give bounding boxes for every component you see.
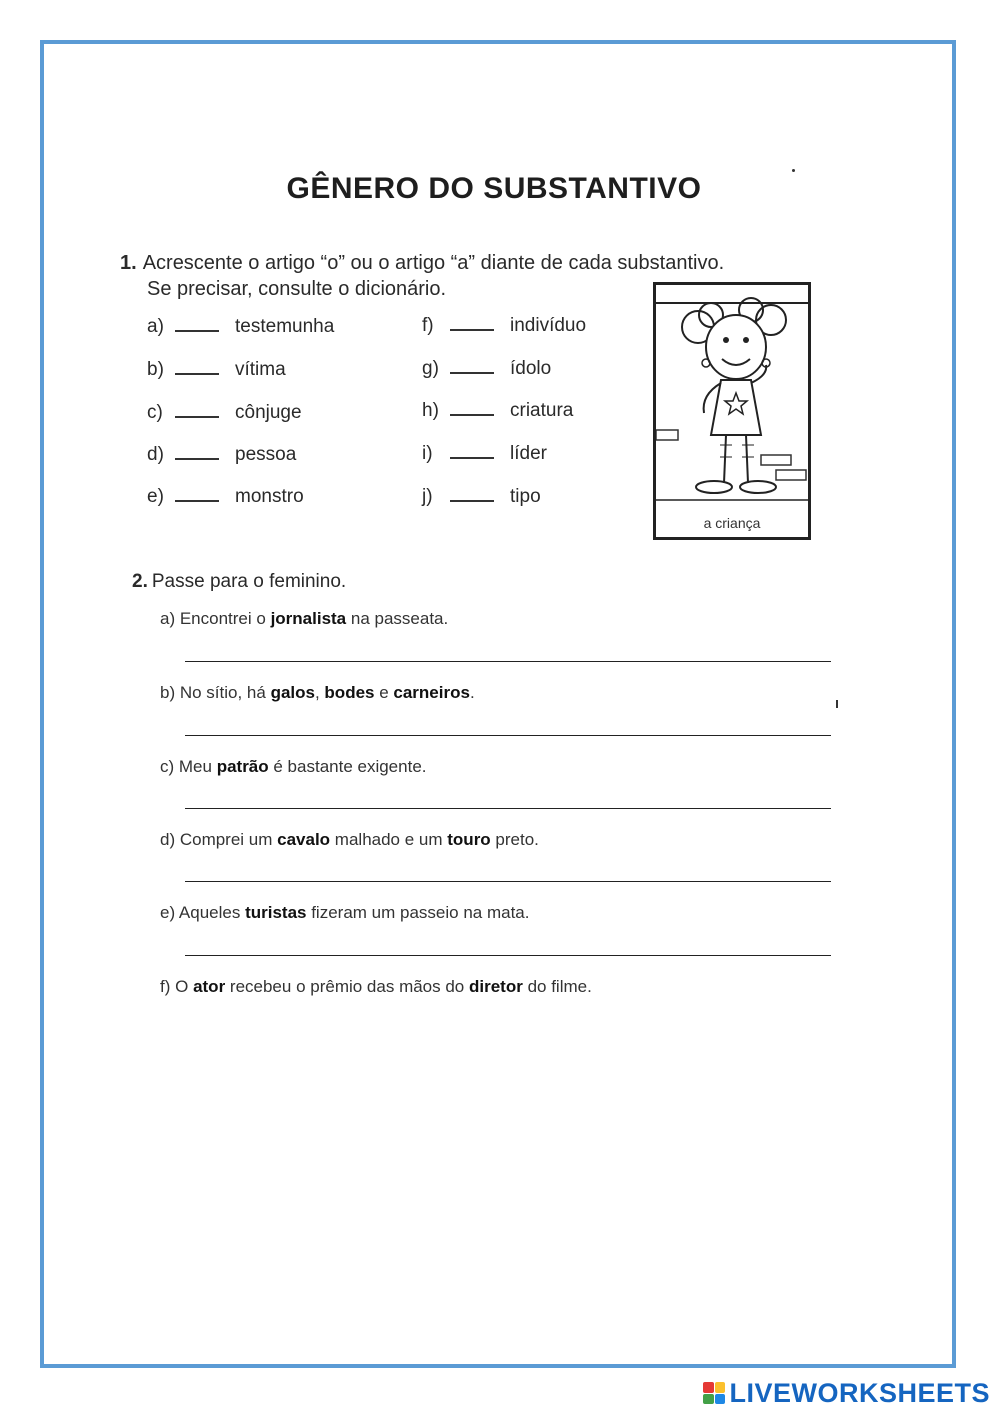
article-blank-e[interactable] xyxy=(175,486,219,502)
article-blank-g[interactable] xyxy=(450,358,494,374)
sentence-noun: ator xyxy=(193,977,226,996)
illustration-caption: a criança xyxy=(703,515,761,531)
speck xyxy=(836,700,838,708)
liveworksheets-logo-icon xyxy=(703,1382,725,1404)
article-blank-d[interactable] xyxy=(175,444,219,460)
brand-name: LIVEWORKSHEETS xyxy=(729,1377,990,1408)
answer-line-c[interactable] xyxy=(185,808,831,809)
q1-item-a xyxy=(147,316,334,338)
item-word: tipo xyxy=(510,486,541,507)
sentence-text: na passeata. xyxy=(346,609,449,628)
item-label: g) xyxy=(422,358,439,379)
question-2-instruction: Passe para o feminino. xyxy=(151,571,347,592)
q1-item-b xyxy=(147,359,286,381)
item-word: criatura xyxy=(510,400,574,421)
item-word: monstro xyxy=(235,486,304,507)
sentence-noun: bodes xyxy=(324,683,375,702)
q1-item-e xyxy=(147,486,304,508)
article-blank-c[interactable] xyxy=(175,402,219,418)
speck xyxy=(792,169,795,172)
q2-sentence-f xyxy=(160,977,592,997)
article-blank-i[interactable] xyxy=(450,443,494,459)
answer-line-e[interactable] xyxy=(185,955,831,956)
item-label: f) xyxy=(422,315,434,336)
q2-sentence-e xyxy=(160,903,529,923)
sentence-noun: turistas xyxy=(245,903,307,922)
item-word: testemunha xyxy=(235,316,335,337)
logo-square xyxy=(703,1394,714,1405)
q1-item-c xyxy=(147,402,302,424)
q1-item-g xyxy=(422,358,551,380)
answer-line-a[interactable] xyxy=(185,661,831,662)
article-blank-b[interactable] xyxy=(175,359,219,375)
sentence-text: . xyxy=(469,683,475,702)
article-blank-a[interactable] xyxy=(175,316,219,332)
sentence-noun: cavalo xyxy=(277,830,331,849)
answer-line-d[interactable] xyxy=(185,881,831,882)
sentence-text: e xyxy=(374,683,394,702)
question-1-instruction: Acrescente o artigo “o” ou o artigo “a” diante de cada substantivo. xyxy=(142,252,725,274)
sentence-noun: patrão xyxy=(216,757,269,776)
sentence-noun: diretor xyxy=(469,977,523,996)
q1-item-i xyxy=(422,443,547,465)
page-title: GÊNERO DO SUBSTANTIVO xyxy=(286,172,702,205)
sentence-text: fizeram um passeio na mata. xyxy=(306,903,530,922)
item-word: vítima xyxy=(235,359,286,380)
article-blank-h[interactable] xyxy=(450,400,494,416)
item-word: cônjuge xyxy=(235,402,302,423)
page-border xyxy=(40,40,956,1368)
item-label: a) xyxy=(147,316,164,337)
q2-sentence-b xyxy=(160,683,475,703)
item-label: c) xyxy=(147,402,163,423)
item-label: e) xyxy=(147,486,164,507)
item-label: j) xyxy=(422,486,433,507)
item-word: indivíduo xyxy=(510,315,587,336)
item-label: h) xyxy=(422,400,439,421)
logo-square xyxy=(703,1382,714,1393)
girl-illustration xyxy=(656,285,808,537)
logo-square xyxy=(715,1382,726,1393)
sentence-noun: jornalista xyxy=(270,609,347,628)
sentence-noun: touro xyxy=(447,830,491,849)
question-1-instruction-2: Se precisar, consulte o dicionário. xyxy=(147,278,447,300)
sentence-text: malhado e um xyxy=(330,830,448,849)
sentence-text: recebeu o prêmio das mãos do xyxy=(225,977,469,996)
q1-item-j xyxy=(422,486,541,508)
item-label: i) xyxy=(422,443,433,464)
sentence-text: , xyxy=(314,683,325,702)
liveworksheets-brand[interactable] xyxy=(703,1378,990,1408)
sentence-noun: carneiros xyxy=(393,683,470,702)
item-label: b) xyxy=(147,359,164,380)
question-1-number: 1. xyxy=(120,252,137,274)
article-blank-j[interactable] xyxy=(450,486,494,502)
sentence-text: preto. xyxy=(490,830,539,849)
item-word: ídolo xyxy=(510,358,552,379)
sentence-text: e) Aqueles xyxy=(160,903,246,922)
answer-line-b[interactable] xyxy=(185,735,831,736)
question-1 xyxy=(120,250,725,300)
q2-sentence-c xyxy=(160,757,427,777)
sentence-text: c) Meu xyxy=(160,757,217,776)
sentence-text: f) O xyxy=(160,977,194,996)
sentence-text: b) No sítio, há xyxy=(160,683,271,702)
item-word: pessoa xyxy=(235,444,297,465)
q1-item-d xyxy=(147,444,296,466)
article-blank-f[interactable] xyxy=(450,315,494,331)
question-2 xyxy=(132,571,346,593)
sentence-text: d) Comprei um xyxy=(160,830,278,849)
item-word: líder xyxy=(510,443,547,464)
q2-sentence-a xyxy=(160,609,448,629)
question-2-number: 2. xyxy=(132,571,148,592)
sentence-text: é bastante exigente. xyxy=(268,757,427,776)
illustration-child xyxy=(653,282,811,540)
logo-square xyxy=(715,1394,726,1405)
item-label: d) xyxy=(147,444,164,465)
q2-sentence-d xyxy=(160,830,539,850)
q1-item-h xyxy=(422,400,573,422)
sentence-noun: galos xyxy=(270,683,315,702)
q1-item-f xyxy=(422,315,586,337)
sentence-text: do filme. xyxy=(522,977,592,996)
sentence-text: a) Encontrei o xyxy=(160,609,271,628)
